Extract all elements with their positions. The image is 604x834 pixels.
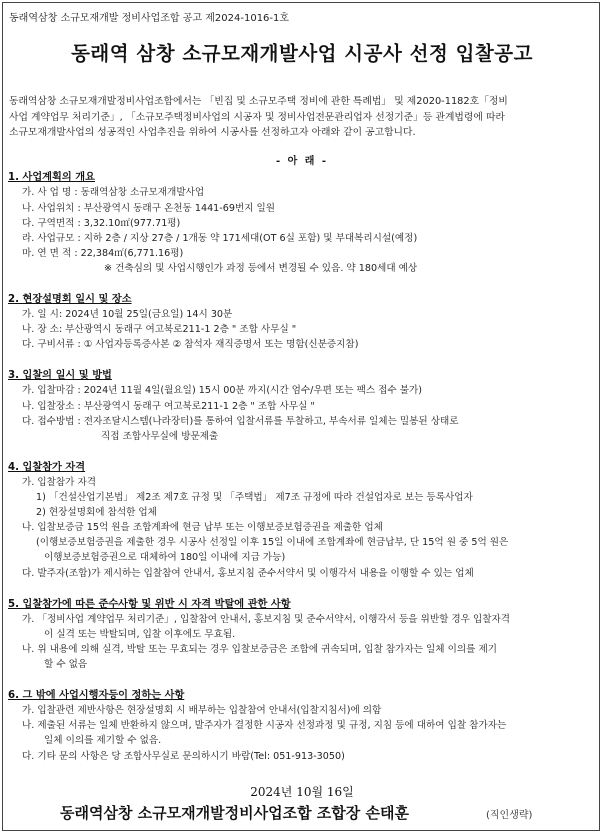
section-2-item: 나. 장 소: 부산광역시 동래구 여고북로211-1 2층 " 조합 사무실 " xyxy=(22,324,297,335)
section-4-subitem: 1) 「건설산업기본법」 제2조 제7호 규정 및 「주택법」 제7조 규정에 따라 건설업자로 보는 등록사업자 xyxy=(36,492,473,503)
section-5-item: 가. 「정비사업 계약업무 처리기준」, 입찰참여 안내서, 홍보지침 및 준수서약서, 이행각서 등을 위반할 경우 입찰자격 xyxy=(22,614,511,625)
section-6-item: 나. 제출된 서류는 일체 반환하지 않으며, 발주자가 결정한 시공자 선정과정 및 규정, 지침 등에 대하여 입찰 참가자는 xyxy=(22,720,507,731)
notice-number: 동래역삼창 소규모재개발 정비사업조합 공고 제2024-1016-1호 xyxy=(9,13,290,24)
section-4-item: 나. 입찰보증금 15억 원을 조합계좌에 현금 납부 또는 이행보증보험증권을 제출한 업체 xyxy=(22,522,383,533)
section-5-heading: 5. 입찰참가에 따른 준수사항 및 위반 시 자격 박탈에 관한 사항 xyxy=(8,599,291,610)
section-3-item: 다. 접수방법 : 전자조달시스템(나라장터)를 통하여 입찰서류를 투찰하고, 부속서류 일체는 밀봉된 상태로 xyxy=(22,416,459,427)
section-1-item: 가. 사 업 명 : 동래역삼창 소규모재개발사업 xyxy=(22,187,205,198)
section-1-item: 마. 연 면 적 : 22,384㎡(6,771.16평) xyxy=(22,248,184,259)
section-4-item-cont: 이행보증보험증권으로 대체하여 180일 이내에 지급 가능) xyxy=(44,552,286,563)
section-4-heading: 4. 입찰참가 자격 xyxy=(8,462,86,473)
section-5-item-cont: 이 실격 또는 박탈되며, 입찰 이후에도 무효됨. xyxy=(44,629,236,640)
section-5-item-cont: 할 수 없음 xyxy=(44,659,88,670)
section-4-item-cont: (이행보증보험증권을 제출한 경우 시공사 선정일 이후 15일 이내에 조합계좌에 현금납부, 단 15억 원 중 5억 원은 xyxy=(36,537,509,548)
section-3-item-cont: 직접 조합사무실에 방문제출 xyxy=(101,431,219,442)
intro-paragraph xyxy=(9,94,595,141)
section-1-heading: 1. 사업계획의 개요 xyxy=(8,172,95,183)
section-6-heading: 6. 그 밖에 사업시행자등이 정하는 사항 xyxy=(8,690,185,701)
section-3-item: 나. 입찰장소 : 부산광역시 동래구 여고북로211-1 2층 " 조합 사무실 " xyxy=(22,401,315,412)
intro-line: 동래역삼창 소규모재개발정비사업조합에서는 「빈집 및 소규모주택 정비에 관한 특례법」 및 제2020-1182호「정비 xyxy=(9,96,508,107)
section-6-item-cont: 일체 이의를 제기할 수 없음. xyxy=(44,735,162,746)
section-2-item: 가. 일 시: 2024년 10월 25일(금요일) 14시 30분 xyxy=(22,309,233,320)
intro-line: 사업 계약업무 처리기준」, 「소규모주택정비사업의 시공자 및 정비사업전문관리업자 선정기준」등 관계법령에 따라 xyxy=(9,111,505,123)
section-4-subitem: 2) 현장설명회에 참석한 업체 xyxy=(36,507,157,518)
section-2-item: 다. 구비서류 : ① 사업자등록증사본 ② 참석자 재직증명서 또는 명함(신분증지참) xyxy=(22,339,359,350)
seal-omitted-note: (직인생략) xyxy=(486,810,533,821)
section-3-heading: 3. 입찰의 일시 및 방법 xyxy=(8,370,112,381)
section-6-item: 가. 입찰관련 제반사항은 현장설명회 시 배부하는 입찰참여 안내서(입찰지침서)에 의함 xyxy=(22,705,382,716)
section-1-note: ※ 건축심의 및 사업시행인가 과정 등에서 변경될 수 있음. 약 180세대 예상 xyxy=(104,263,418,274)
intro-line: 소규모재개발사업의 성공적인 사업추진을 위하여 시공사를 선정하고자 아래와 같이 공고합니다. xyxy=(9,127,416,138)
section-4-item: 다. 발주자(조합)가 제시하는 입찰참여 안내서, 홍보지침 준수서약서 및 이행각서 내용을 이행할 수 있는 업체 xyxy=(22,568,474,579)
section-2-heading: 2. 현장설명회 일시 및 장소 xyxy=(8,294,132,305)
page-title: 동래역 삼창 소규모재개발사업 시공사 선정 입찰공고 xyxy=(71,42,533,65)
section-5-item: 나. 위 내용에 의해 실격, 박탈 또는 무효되는 경우 입찰보증금은 조합에 귀속되며, 입찰 참가자는 일체 이의를 제기 xyxy=(22,644,497,655)
section-3-item: 가. 입찰마감 : 2024년 11월 4일(월요일) 15시 00분 까지(시간 엄수/우편 또는 팩스 접수 불가) xyxy=(22,385,423,396)
section-4-item: 가. 입찰참가 자격 xyxy=(22,477,97,488)
section-1-item: 나. 사업위치 : 부산광역시 동래구 온천동 1441-69번지 일원 xyxy=(22,203,276,214)
notice-date: 2024년 10월 16일 xyxy=(250,785,354,799)
section-6-item: 다. 기타 문의 사항은 당 조합사무실로 문의하시기 바람(Tel: 051-913-3050) xyxy=(22,751,345,762)
signature-line: 동래역삼창 소규모재개발정비사업조합 조합장 손태훈 xyxy=(60,804,409,822)
section-1-item: 라. 사업규모 : 지하 2층 / 지상 27층 / 1개동 약 171세대(OT 6실 포함) 및 부대복리시설(예정) xyxy=(22,233,418,244)
center-label: - 아 래 - xyxy=(275,156,329,167)
section-1-item: 다. 구역면적 : 3,32.10㎡(977.71평) xyxy=(22,218,181,229)
